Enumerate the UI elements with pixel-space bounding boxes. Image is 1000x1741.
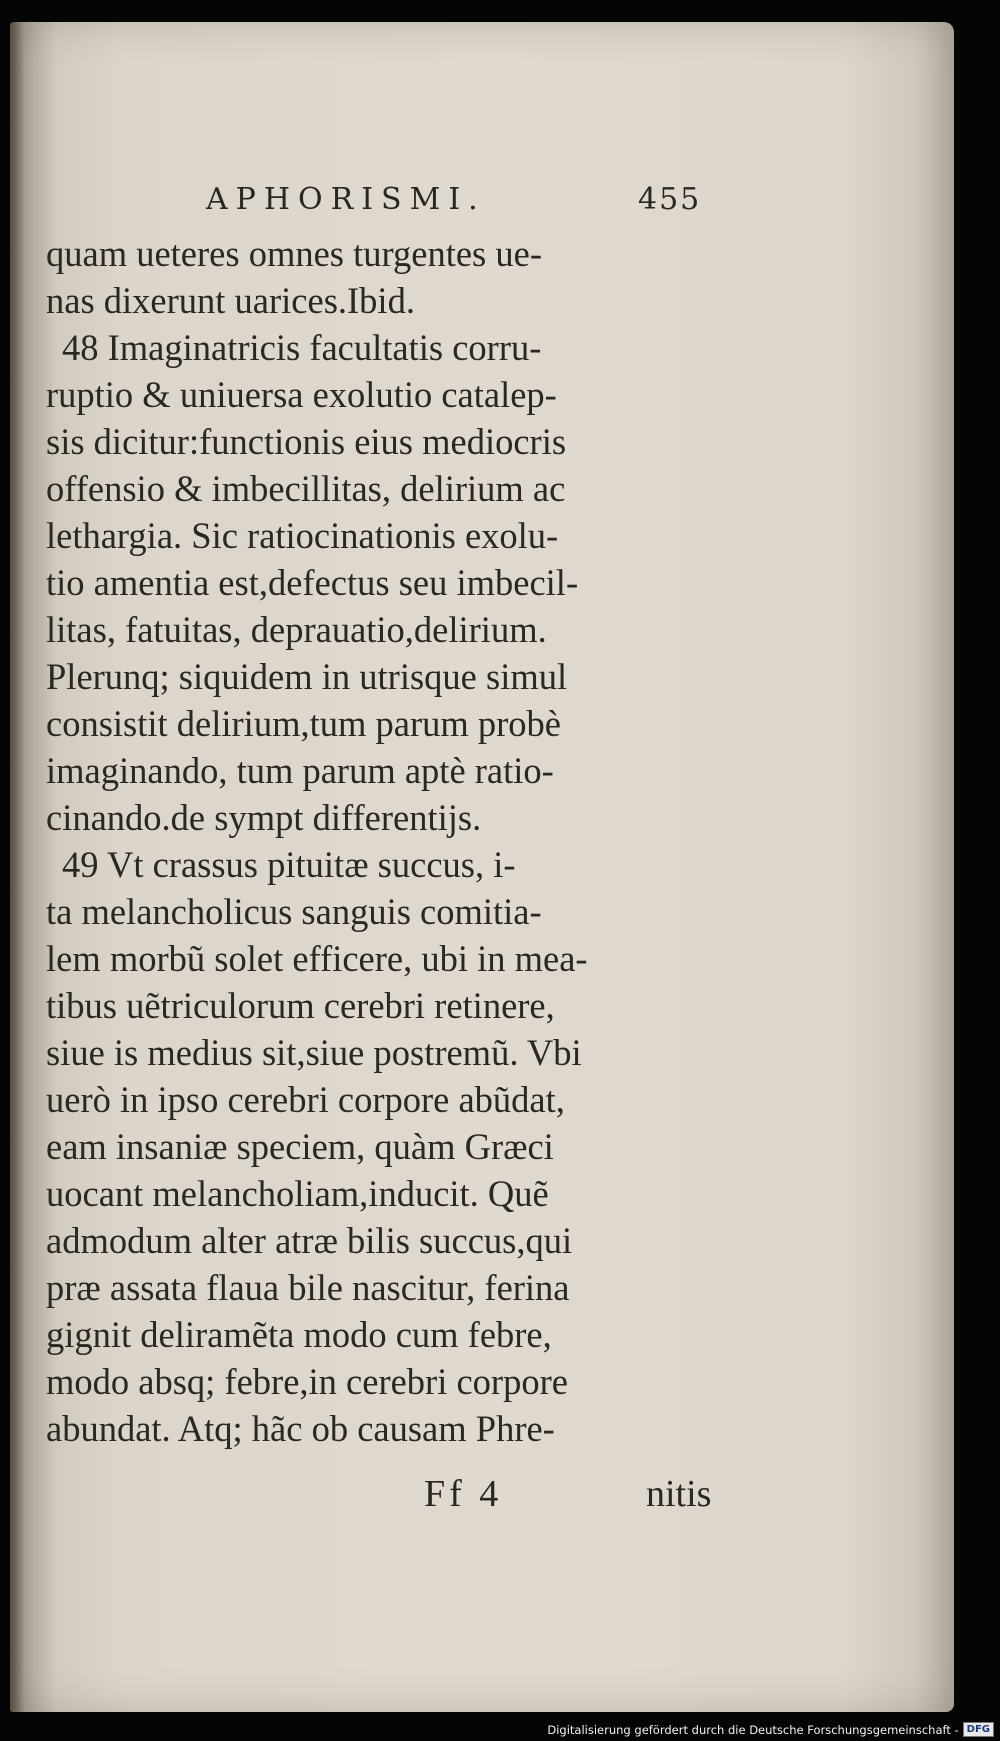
text-line: modo absq; febre,in cerebri corpore xyxy=(46,1361,568,1402)
text-line: abundat. Atq; hãc ob causam Phre- xyxy=(46,1408,555,1449)
text-line: uocant melancholiam,inducit. Quẽ xyxy=(46,1173,549,1214)
text-line: Plerunq; siquidem in utrisque simul xyxy=(46,656,568,697)
text-line: siue is medius sit,siue postremũ. Vbi xyxy=(46,1032,582,1073)
text-line: offensio & imbecillitas, delirium ac xyxy=(46,468,566,509)
text-line: uerò in ipso cerebri corpore abũdat, xyxy=(46,1079,565,1120)
page-number: 455 xyxy=(638,182,702,217)
text-line: quam ueteres omnes turgentes ue- xyxy=(46,233,542,274)
text-line: gignit deliramẽta modo cum febre, xyxy=(46,1314,552,1355)
catchword: nitis xyxy=(646,1473,712,1515)
credit-text: Digitalisierung gefördert durch die Deutsche Forschungsgemeinschaft - xyxy=(547,1722,959,1737)
text-line: ta melancholicus sanguis comitia- xyxy=(46,891,542,932)
text-line: ruptio & uniuersa exolutio catalep- xyxy=(46,374,557,415)
body-text xyxy=(46,230,736,1452)
text-line: litas, fatuitas, deprauatio,delirium. xyxy=(46,609,547,650)
text-line: nas dixerunt uarices.Ibid. xyxy=(46,280,415,321)
text-line: lethargia. Sic ratiocinationis exolu- xyxy=(46,515,559,556)
text-line: tio amentia est,defectus seu imbecil- xyxy=(46,562,579,603)
text-line: lem morbũ solet efficere, ubi in mea- xyxy=(46,938,588,979)
signature-mark: Ff 4 xyxy=(424,1473,503,1515)
text-line: cinando.de sympt differentijs. xyxy=(46,797,482,838)
text-line: admodum alter atræ bilis succus,qui xyxy=(46,1220,573,1261)
text-line: tibus uẽtriculorum cerebri retinere, xyxy=(46,985,555,1026)
text-line: sis dicitur:functionis eius mediocris xyxy=(46,421,567,462)
text-line: consistit delirium,tum parum probè xyxy=(46,703,561,744)
page-footer xyxy=(10,1472,954,1522)
text-line: præ assata flaua bile nascitur, ferina xyxy=(46,1267,570,1308)
text-line: eam insaniæ speciem, quàm Græci xyxy=(46,1126,554,1167)
text-line: 48 Imaginatricis facultatis corru- xyxy=(62,327,542,368)
text-line: imaginando, tum parum aptè ratio- xyxy=(46,750,554,791)
digitization-credit xyxy=(547,1722,994,1737)
book-page xyxy=(10,22,954,1712)
running-head-title: APHORISMI. xyxy=(206,182,486,217)
text-line: 49 Vt crassus pituitæ succus, i- xyxy=(62,844,516,885)
dfg-logo-icon: DFG xyxy=(963,1722,994,1737)
